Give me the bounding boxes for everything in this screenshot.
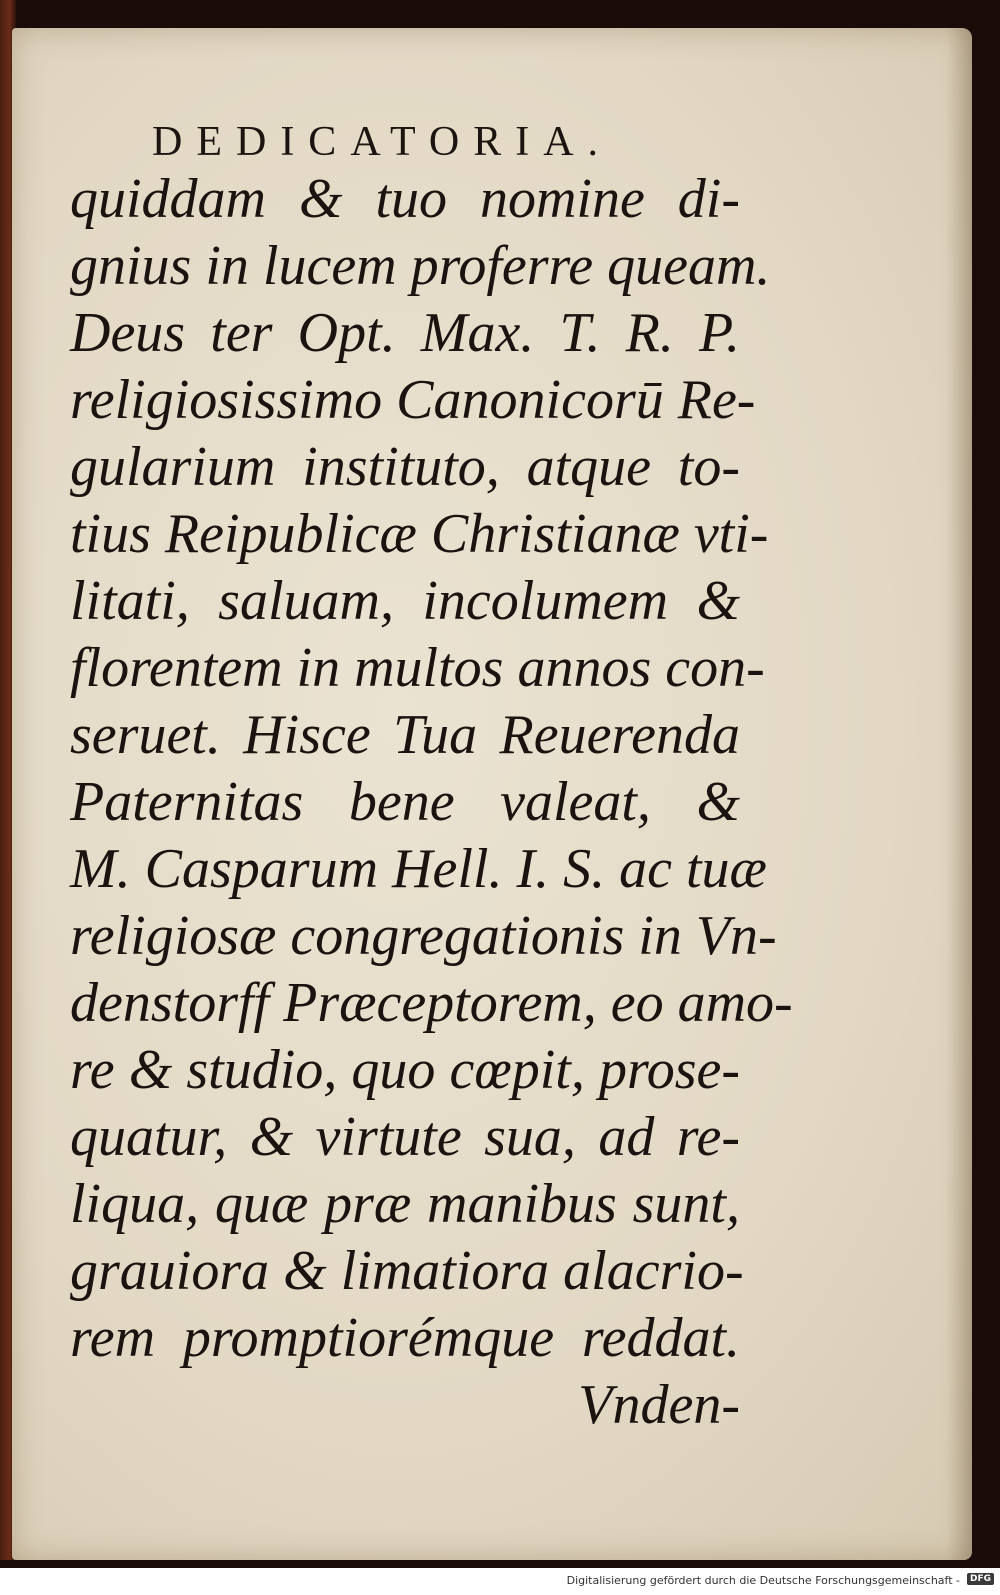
text-line: Deus ter Opt. Max. T. R. P. — [70, 302, 740, 364]
text-line: rem promptiorémque reddat. — [70, 1307, 740, 1369]
text-line: litati, saluam, incolumem & — [70, 570, 740, 632]
text-line: florentem in multos annos con- — [70, 637, 765, 699]
dfg-logo-icon: DFG — [967, 1573, 994, 1585]
text-line: Paternitas bene valeat, & — [70, 771, 740, 833]
text-line: quiddam & tuo nomine di- — [70, 168, 740, 230]
text-line: gnius in lucem proferre queam. — [70, 235, 771, 297]
body-text — [70, 166, 793, 1439]
text-line: seruet. Hisce Tua Reuerenda — [70, 704, 740, 766]
text-line: M. Casparum Hell. I. S. ac tuæ — [70, 838, 767, 900]
text-line: re & studio, quo cœpit, prose- — [70, 1039, 740, 1101]
text-line: liqua, quæ præ manibus sunt, — [70, 1173, 740, 1235]
footer-credit: Digitalisierung gefördert durch die Deutsche Forschungsgemeinschaft - — [566, 1574, 960, 1587]
book-page — [12, 28, 972, 1560]
text-line: grauiora & limatiora alacrio- — [70, 1240, 744, 1302]
running-head: DEDICATORIA. — [152, 119, 613, 165]
digitization-footer — [0, 1568, 1000, 1595]
text-line: tius Reipublicæ Christianæ vti- — [70, 503, 769, 565]
text-line: religiosissimo Canonicorū Re- — [70, 369, 756, 431]
text-line: denstorff Præceptorem, eo amo- — [70, 972, 793, 1034]
text-line: quatur, & virtute sua, ad re- — [70, 1106, 740, 1168]
text-line: religiosæ congregationis in Vn- — [70, 905, 777, 967]
text-line: gularium instituto, atque to- — [70, 436, 740, 498]
catchword: Vnden- — [578, 1374, 740, 1436]
